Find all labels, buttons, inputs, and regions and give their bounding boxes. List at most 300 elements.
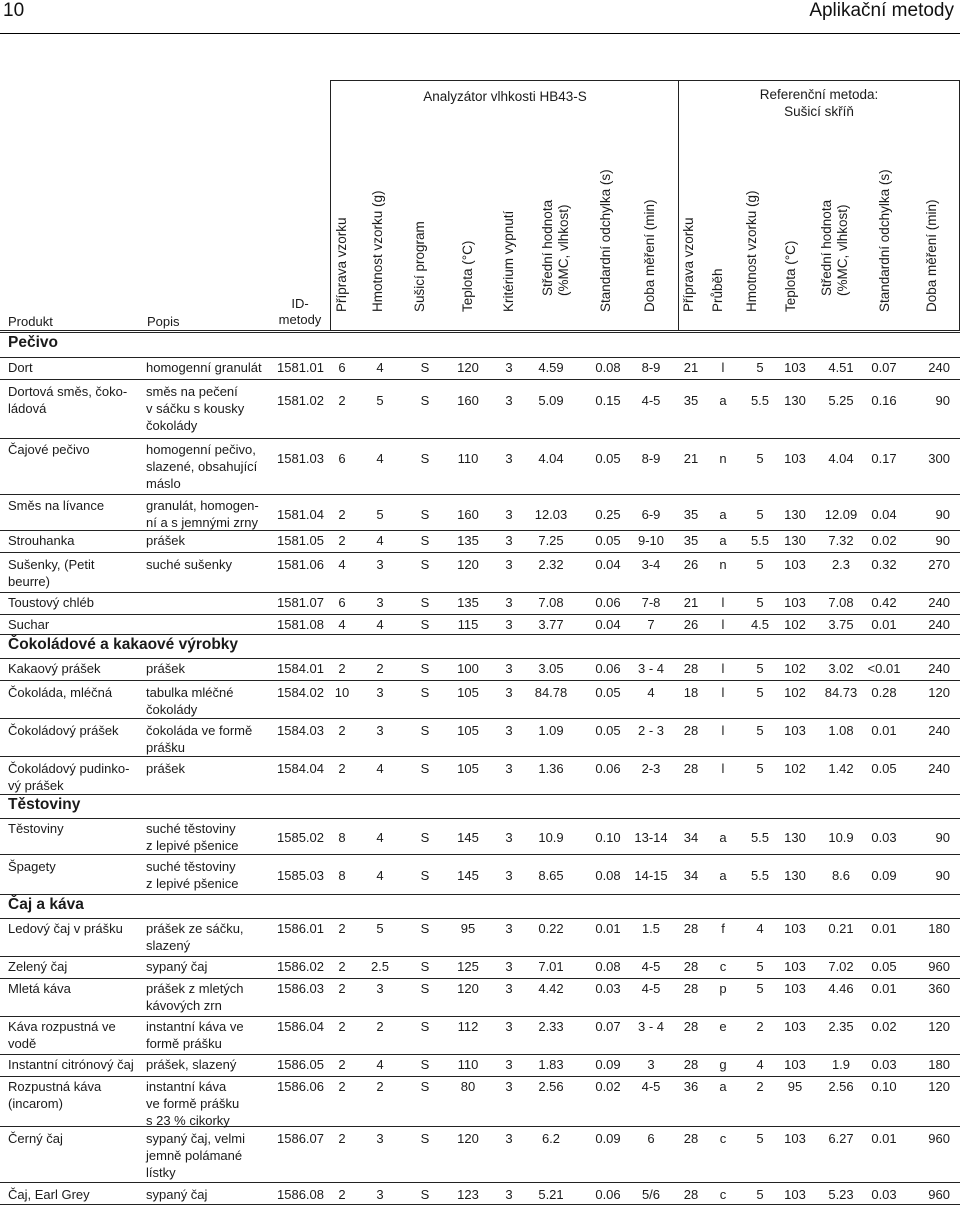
column-header-text: Standardní odchylka (s) <box>598 169 613 312</box>
row-rule <box>0 978 960 979</box>
row-value: S <box>420 557 430 572</box>
column-header-text: Kritérium vypnutí <box>501 210 516 312</box>
row-product: Toustový chléb <box>8 595 94 610</box>
row-value: 90 <box>935 507 950 522</box>
row-value: 0.08 <box>595 360 621 375</box>
row-value: a <box>719 830 727 845</box>
row-value: 0.22 <box>538 921 564 936</box>
row-rule <box>0 818 960 819</box>
row-value: 8 <box>338 830 346 845</box>
row-value: 2 <box>338 507 346 522</box>
column-header-text: Průběh <box>710 268 725 312</box>
row-product: Instantní citrónový čaj <box>8 1057 134 1072</box>
row-value: 240 <box>928 360 950 375</box>
row-value: 0.08 <box>595 868 621 883</box>
row-method-id: 1585.03 <box>277 868 324 883</box>
row-value: 120 <box>457 360 479 375</box>
row-value: 2 <box>338 981 346 996</box>
row-value: 2 <box>338 1019 346 1034</box>
row-value: 3 <box>376 595 384 610</box>
row-value: 28 <box>683 761 699 776</box>
row-rule <box>0 918 960 919</box>
row-value: 0.28 <box>871 685 897 700</box>
row-value: 6.2 <box>541 1131 561 1146</box>
row-value: 4 <box>756 1057 764 1072</box>
row-value: 0.05 <box>871 761 897 776</box>
row-value: 102 <box>784 617 806 632</box>
row-rule <box>0 379 960 380</box>
row-value: 6 <box>338 451 346 466</box>
row-value: e <box>719 1019 727 1034</box>
row-value: 28 <box>683 723 699 738</box>
row-value: 0.01 <box>871 921 897 936</box>
row-value: 0.03 <box>595 981 621 996</box>
row-value: 21 <box>683 595 699 610</box>
row-value: 5/6 <box>641 1187 661 1202</box>
row-value: 3 <box>505 533 513 548</box>
row-value: 3 <box>505 617 513 632</box>
row-value: 28 <box>683 959 699 974</box>
row-value: 2-3 <box>641 761 661 776</box>
row-value: S <box>420 595 430 610</box>
page-number: 10 <box>3 0 25 21</box>
row-value: 3 <box>376 981 384 996</box>
row-value: 3 <box>505 557 513 572</box>
page-title: Aplikační metody <box>809 0 954 21</box>
row-value: 2 <box>376 661 384 676</box>
row-value: 8.6 <box>831 868 851 883</box>
row-value: 2 - 3 <box>637 723 664 738</box>
row-value: 2 <box>338 1131 346 1146</box>
row-value: S <box>420 981 430 996</box>
row-value: 5.09 <box>538 393 564 408</box>
row-value: 3 <box>505 393 513 408</box>
row-value: 5 <box>376 507 384 522</box>
row-value: 1.08 <box>828 723 854 738</box>
row-value: 2.3 <box>831 557 851 572</box>
row-value: 6-9 <box>641 507 661 522</box>
row-value: S <box>420 921 430 936</box>
row-value: 240 <box>928 761 950 776</box>
section-rule <box>0 332 960 333</box>
row-value: 0.05 <box>595 451 621 466</box>
row-value: 100 <box>457 661 479 676</box>
row-value: 4 <box>376 1057 384 1072</box>
row-value: 4-5 <box>641 393 661 408</box>
row-value: S <box>420 1131 430 1146</box>
row-value: 4-5 <box>641 959 661 974</box>
row-product: Čokoládový pudinko- vý prášek <box>8 761 130 793</box>
column-header-text: Hmotnost vzorku (g) <box>744 190 759 312</box>
row-value: 2 <box>376 1019 384 1034</box>
row-value: 130 <box>784 868 806 883</box>
row-value: 4.5 <box>750 617 770 632</box>
row-method-id: 1586.03 <box>277 981 324 996</box>
row-value: 2 <box>756 1019 764 1034</box>
row-value: 1.9 <box>831 1057 851 1072</box>
section-rule <box>0 634 960 635</box>
row-value: 0.09 <box>595 1131 621 1146</box>
row-description: sypaný čaj <box>146 959 208 974</box>
row-rule <box>0 494 960 495</box>
row-value: 120 <box>928 685 950 700</box>
row-value: 3 <box>376 685 384 700</box>
row-value: 2.5 <box>370 959 390 974</box>
row-value: 4 <box>376 533 384 548</box>
row-rule <box>0 592 960 593</box>
row-value: 3 <box>376 723 384 738</box>
row-value: l <box>721 761 725 776</box>
row-value: 130 <box>784 507 806 522</box>
row-value: c <box>719 1187 727 1202</box>
column-header-text: Doba měření (min) <box>924 199 939 312</box>
row-value: 0.04 <box>595 617 621 632</box>
row-description: směs na pečení v sáčku s kousky čokolády <box>146 384 245 433</box>
row-value: 0.03 <box>871 830 897 845</box>
methods-table <box>0 80 960 1207</box>
row-value: S <box>420 1079 430 1094</box>
row-value: 5 <box>756 761 764 776</box>
row-value: 84.78 <box>534 685 568 700</box>
row-value: 35 <box>683 393 699 408</box>
row-value: 5.25 <box>828 393 854 408</box>
row-value: 2.56 <box>538 1079 564 1094</box>
row-value: 4 <box>376 761 384 776</box>
row-value: 4.51 <box>828 360 854 375</box>
row-value: a <box>719 507 727 522</box>
row-method-id: 1581.07 <box>277 595 324 610</box>
row-value: 112 <box>457 1019 479 1034</box>
row-value: S <box>420 1187 430 1202</box>
row-value: 5 <box>756 360 764 375</box>
row-value: 103 <box>784 1187 806 1202</box>
row-description: prášek <box>146 761 186 776</box>
group-divider-rule <box>678 80 679 330</box>
row-value: 4.04 <box>828 451 854 466</box>
row-value: 28 <box>683 1187 699 1202</box>
row-value: 9-10 <box>637 533 665 548</box>
header-bottom-rule <box>0 330 960 331</box>
row-value: 4.04 <box>538 451 564 466</box>
row-value: 4 <box>376 617 384 632</box>
row-method-id: 1581.04 <box>277 507 324 522</box>
row-value: 14-15 <box>634 868 668 883</box>
row-value: 6.27 <box>828 1131 854 1146</box>
row-value: 2.33 <box>538 1019 564 1034</box>
row-description: prášek z mletých kávových zrn <box>146 981 244 1013</box>
row-product: Rozpustná káva (incarom) <box>8 1079 102 1111</box>
row-value: 90 <box>935 393 950 408</box>
row-value: 270 <box>928 557 950 572</box>
row-value: 7.01 <box>538 959 564 974</box>
row-description: prášek <box>146 661 186 676</box>
row-value: 95 <box>460 921 476 936</box>
row-value: 2 <box>338 723 346 738</box>
row-value: 4 <box>376 360 384 375</box>
row-value: 110 <box>457 451 479 466</box>
row-value: 1.83 <box>538 1057 564 1072</box>
row-value: 0.02 <box>595 1079 621 1094</box>
row-value: 3 <box>505 981 513 996</box>
row-description: čokoláda ve formě prášku <box>146 723 253 755</box>
row-method-id: 1586.05 <box>277 1057 324 1072</box>
column-header-id: ID- metody <box>278 296 322 327</box>
row-value: 5.5 <box>750 868 770 883</box>
row-value: 3 - 4 <box>637 1019 664 1034</box>
row-value: 120 <box>928 1079 950 1094</box>
column-header-text: Příprava vzorku <box>334 217 349 312</box>
row-value: 7.02 <box>828 959 854 974</box>
row-value: 103 <box>784 1131 806 1146</box>
row-value: 3 <box>505 1057 513 1072</box>
row-product: Čajové pečivo <box>8 442 90 457</box>
row-value: 5 <box>756 959 764 974</box>
row-value: 105 <box>457 723 479 738</box>
row-value: 103 <box>784 723 806 738</box>
row-value: 12.03 <box>534 507 568 522</box>
column-header-text: Střední hodnota (%MC, vlhkost) <box>819 199 850 296</box>
row-value: 10 <box>334 685 350 700</box>
row-value: 0.10 <box>595 830 621 845</box>
row-rule <box>0 1076 960 1077</box>
row-value: 2 <box>338 1187 346 1202</box>
row-value: 0.25 <box>595 507 621 522</box>
row-product: Černý čaj <box>8 1131 63 1146</box>
row-value: 102 <box>784 685 806 700</box>
row-rule <box>0 438 960 439</box>
row-value: l <box>721 685 725 700</box>
row-value: 0.08 <box>595 959 621 974</box>
row-value: 13-14 <box>634 830 668 845</box>
analyzer-group-label: Analyzátor vlhkosti HB43-S <box>423 89 587 104</box>
row-method-id: 1584.02 <box>277 685 324 700</box>
row-value: 3 <box>376 557 384 572</box>
row-value: 125 <box>457 959 479 974</box>
row-value: 35 <box>683 533 699 548</box>
row-value: 2.32 <box>538 557 564 572</box>
row-method-id: 1586.04 <box>277 1019 324 1034</box>
row-method-id: 1584.04 <box>277 761 324 776</box>
row-value: 90 <box>935 533 950 548</box>
column-header-text: Příprava vzorku <box>681 217 696 312</box>
row-value: 2 <box>338 1057 346 1072</box>
row-rule <box>0 680 960 681</box>
row-value: 3 <box>505 921 513 936</box>
row-description: sypaný čaj, velmi jemně polámané lístky <box>146 1131 245 1180</box>
row-value: 0.17 <box>871 451 897 466</box>
row-value: 110 <box>457 1057 479 1072</box>
row-value: 95 <box>787 1079 803 1094</box>
row-value: 3.77 <box>538 617 564 632</box>
row-value: 0.06 <box>595 661 621 676</box>
row-value: S <box>420 959 430 974</box>
row-value: l <box>721 617 725 632</box>
row-description: instantní káva ve formě prášku <box>146 1019 244 1051</box>
row-value: 34 <box>683 868 699 883</box>
row-value: 115 <box>457 617 479 632</box>
row-value: 180 <box>928 921 950 936</box>
row-value: 0.04 <box>595 557 621 572</box>
row-value: 103 <box>784 981 806 996</box>
row-value: 8.65 <box>538 868 564 883</box>
row-value: S <box>420 507 430 522</box>
column-header-text: Teplota (°C) <box>460 240 475 312</box>
row-value: 3 <box>505 685 513 700</box>
row-value: 5 <box>756 1131 764 1146</box>
row-value: 5 <box>756 1187 764 1202</box>
row-rule <box>0 1054 960 1055</box>
row-value: 2.56 <box>828 1079 854 1094</box>
row-value: 3 <box>505 1131 513 1146</box>
row-value: 7.08 <box>828 595 854 610</box>
row-value: 4 <box>647 685 655 700</box>
row-value: 103 <box>784 1057 806 1072</box>
row-value: 240 <box>928 661 950 676</box>
row-value: 0.42 <box>871 595 897 610</box>
row-value: 102 <box>784 761 806 776</box>
row-value: 2 <box>338 393 346 408</box>
row-value: a <box>719 533 727 548</box>
row-value: 28 <box>683 981 699 996</box>
row-value: S <box>420 451 430 466</box>
row-value: S <box>420 533 430 548</box>
row-value: 103 <box>784 451 806 466</box>
row-value: 3 <box>505 661 513 676</box>
row-rule <box>0 658 960 659</box>
row-value: 7.08 <box>538 595 564 610</box>
row-value: 3.75 <box>828 617 854 632</box>
row-value: 3 <box>505 451 513 466</box>
row-value: 5.5 <box>750 533 770 548</box>
row-product: Strouhanka <box>8 533 75 548</box>
row-value: 5.23 <box>828 1187 854 1202</box>
row-value: 12.09 <box>824 507 858 522</box>
row-value: 18 <box>683 685 699 700</box>
row-value: 0.01 <box>595 921 621 936</box>
row-value: 3 <box>505 761 513 776</box>
column-header-text: Standardní odchylka (s) <box>877 169 892 312</box>
row-value: 120 <box>457 981 479 996</box>
row-value: S <box>420 685 430 700</box>
row-value: 0.06 <box>595 595 621 610</box>
row-method-id: 1581.03 <box>277 451 324 466</box>
row-product: Zelený čaj <box>8 959 68 974</box>
row-method-id: 1581.01 <box>277 360 324 375</box>
row-value: 0.09 <box>595 1057 621 1072</box>
row-value: 21 <box>683 360 699 375</box>
row-rule <box>0 1204 960 1205</box>
row-value: 160 <box>457 393 479 408</box>
row-value: l <box>721 360 725 375</box>
row-value: 8 <box>338 868 346 883</box>
row-value: 0.10 <box>871 1079 897 1094</box>
row-value: 0.04 <box>871 507 897 522</box>
row-value: S <box>420 1057 430 1072</box>
row-rule <box>0 1182 960 1183</box>
row-product: Čaj, Earl Grey <box>8 1187 90 1202</box>
row-method-id: 1586.02 <box>277 959 324 974</box>
row-value: 4-5 <box>641 1079 661 1094</box>
row-value: 0.05 <box>595 533 621 548</box>
row-value: 4.42 <box>538 981 564 996</box>
row-value: 0.06 <box>595 1187 621 1202</box>
row-value: 3 <box>505 959 513 974</box>
row-product: Káva rozpustná ve vodě <box>8 1019 116 1051</box>
row-value: a <box>719 1079 727 1094</box>
row-value: p <box>719 981 727 996</box>
row-method-id: 1586.01 <box>277 921 324 936</box>
row-value: 4 <box>376 451 384 466</box>
row-value: 4 <box>376 868 384 883</box>
row-value: 28 <box>683 921 699 936</box>
row-value: 3 <box>505 830 513 845</box>
row-value: 240 <box>928 617 950 632</box>
row-value: 35 <box>683 507 699 522</box>
row-value: 130 <box>784 533 806 548</box>
row-value: 4.46 <box>828 981 854 996</box>
row-description: granulát, homogen- ní a s jemnými zrny <box>146 498 259 530</box>
row-value: 2 <box>338 959 346 974</box>
row-value: 5 <box>756 507 764 522</box>
row-value: 5.21 <box>538 1187 564 1202</box>
row-value: 5 <box>376 921 384 936</box>
row-value: 103 <box>784 1019 806 1034</box>
row-method-id: 1586.07 <box>277 1131 324 1146</box>
row-value: 4 <box>338 557 346 572</box>
row-value: 960 <box>928 1187 950 1202</box>
row-value: 103 <box>784 921 806 936</box>
row-value: l <box>721 595 725 610</box>
row-product: Kakaový prášek <box>8 661 101 676</box>
header-divider <box>0 33 960 34</box>
row-value: 84.73 <box>824 685 858 700</box>
row-value: 130 <box>784 830 806 845</box>
row-value: 6 <box>338 360 346 375</box>
row-value: 10.9 <box>828 830 854 845</box>
row-value: 5 <box>756 723 764 738</box>
row-value: 4.59 <box>538 360 564 375</box>
row-value: 103 <box>784 595 806 610</box>
row-product: Sušenky, (Petit beurre) <box>8 557 95 589</box>
row-value: 6 <box>338 595 346 610</box>
section-title: Pečivo <box>8 334 58 351</box>
row-value: 36 <box>683 1079 699 1094</box>
row-value: 0.07 <box>595 1019 621 1034</box>
row-description: tabulka mléčné čokolády <box>146 685 234 717</box>
row-value: 1.42 <box>828 761 854 776</box>
row-value: 80 <box>460 1079 476 1094</box>
row-value: 240 <box>928 595 950 610</box>
row-rule <box>0 854 960 855</box>
row-value: 180 <box>928 1057 950 1072</box>
row-value: S <box>420 360 430 375</box>
row-product: Čokoláda, mléčná <box>8 685 113 700</box>
row-product: Dort <box>8 360 33 375</box>
row-value: 3.02 <box>828 661 854 676</box>
row-value: 3 <box>505 595 513 610</box>
row-value: c <box>719 1131 727 1146</box>
row-value: 105 <box>457 761 479 776</box>
row-product: Čokoládový prášek <box>8 723 119 738</box>
row-value: 5 <box>376 393 384 408</box>
row-value: 3 <box>505 1079 513 1094</box>
row-value: 5.5 <box>750 393 770 408</box>
row-value: 0.05 <box>595 685 621 700</box>
row-value: 1.09 <box>538 723 564 738</box>
row-method-id: 1584.03 <box>277 723 324 738</box>
row-value: 34 <box>683 830 699 845</box>
row-value: 7.32 <box>828 533 854 548</box>
